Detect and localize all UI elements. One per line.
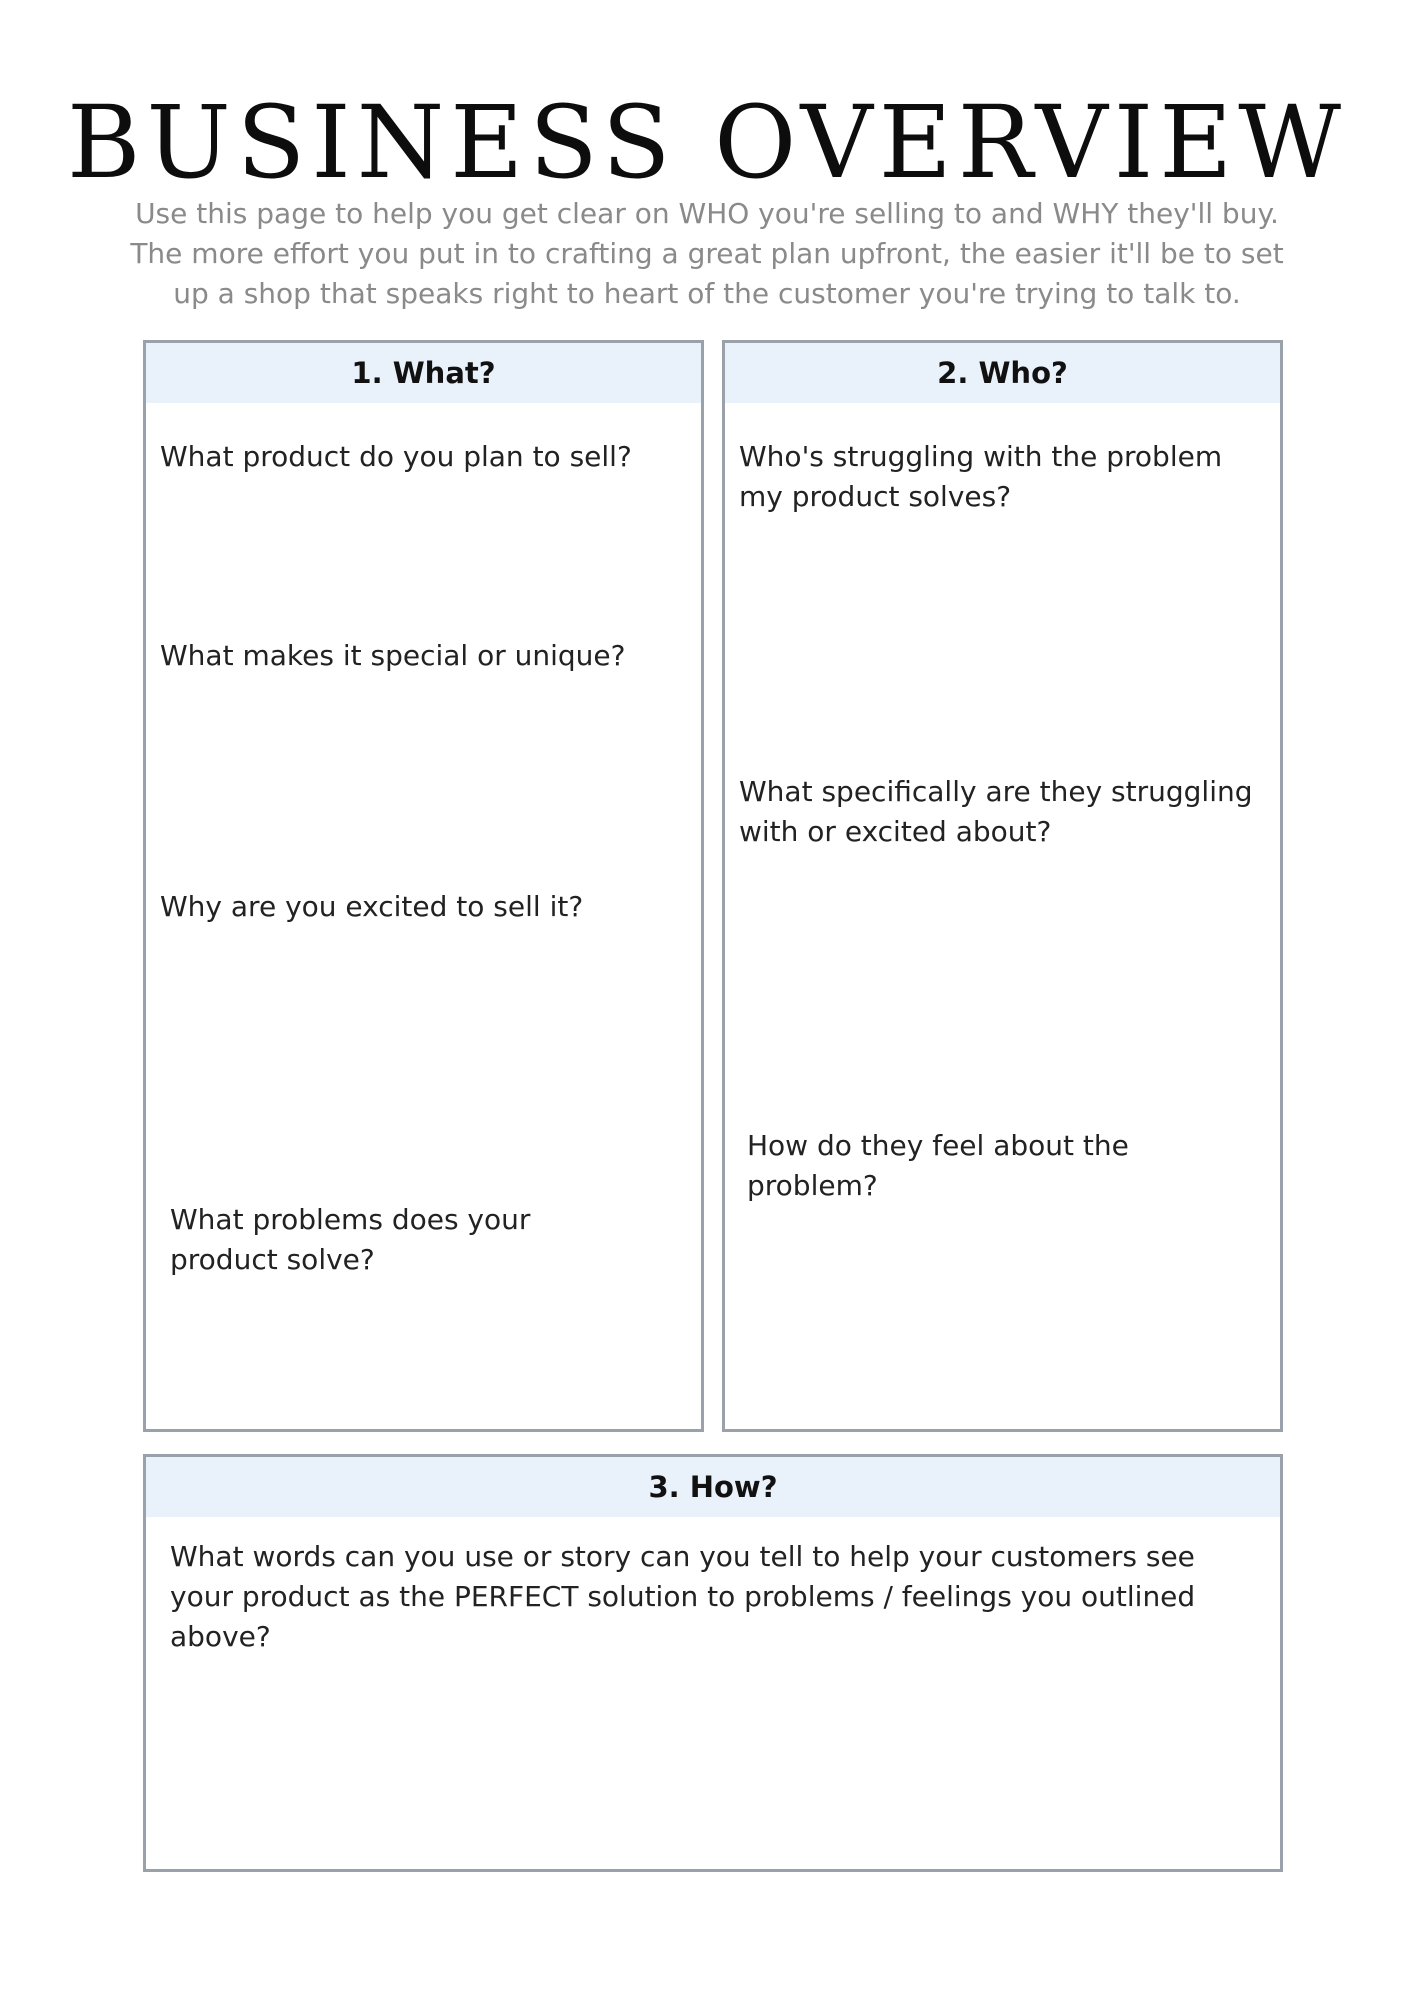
section-how-heading: 3. How?: [146, 1457, 1280, 1517]
intro-text: Use this page to help you get clear on WHO you're selling to and WHY they'll buy. The more effort you put in to crafting a great plan upfront, the easier it'll be to set up a shop that speaks right to heart of the customer you're trying to talk to.: [130, 197, 1284, 310]
question-unique: What makes it special or unique?: [160, 639, 626, 672]
question-struggling-with: What specifically are they struggling with or excited about?: [739, 775, 1253, 848]
question-feel-about-problem: How do they feel about the problem?: [747, 1129, 1129, 1202]
section-how: [143, 1454, 1283, 1872]
section-what-heading: 1. What?: [146, 343, 701, 403]
section-who: [722, 340, 1283, 1432]
question-words-story: What words can you use or story can you tell to help your customers see your product as the PERFECT solution to problems / feelings you outlined above?: [170, 1540, 1196, 1653]
section-what: [143, 340, 704, 1432]
question-who-struggling: Who's struggling with the problem my product solves?: [739, 440, 1223, 513]
question-excited: Why are you excited to sell it?: [160, 890, 584, 923]
question-product: What product do you plan to sell?: [160, 440, 632, 473]
question-problems-solved: What problems does your product solve?: [170, 1203, 531, 1276]
section-who-heading: 2. Who?: [725, 343, 1280, 403]
page-title: BUSINESS OVERVIEW: [67, 84, 1347, 201]
